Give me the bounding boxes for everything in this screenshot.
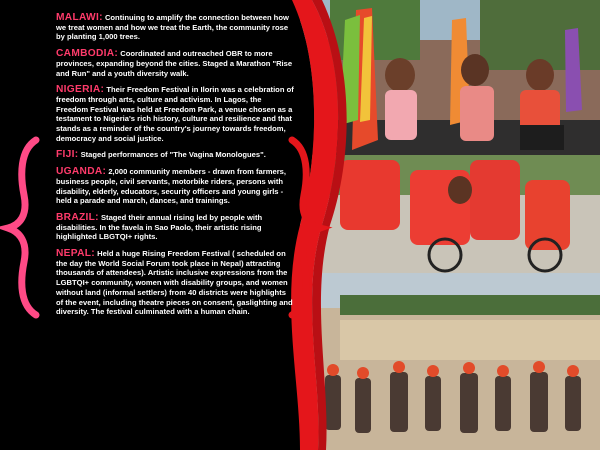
entry-nepal <box>56 249 294 317</box>
entry-fiji <box>56 150 294 160</box>
country-heading: BRAZIL: <box>56 211 99 223</box>
country-heading: NEPAL: <box>56 248 95 260</box>
entry-cambodia <box>56 49 294 78</box>
entry-text: Staged performances of "The Vagina Monologues". <box>80 150 266 160</box>
country-heading: UGANDA: <box>56 166 107 178</box>
country-activities-list <box>56 13 294 324</box>
entry-text: Held a huge Rising Freedom Festival ( scheduled on the day the World Social Forum took place in Nepal) attracting thousands of attendees). Artistic inclusive expressions from the LGBTQI+ community, women with disability groups, and women without land (informal settlers) from 40 districts were highlights of the event, including theatre pieces on consent, gaslighting and diversity. The festival culminated with a human chain. <box>56 249 293 317</box>
entry-text: Staged their annual rising led by people with disabilities. In the favela in Sao Paolo, their artistic rising highlighted LBGTQI+ rights. <box>56 212 263 242</box>
photo-crowd-human-chain <box>300 273 600 450</box>
photo-parade-wheelchair-users <box>300 155 600 273</box>
entry-nigeria <box>56 85 294 143</box>
country-heading: CAMBODIA: <box>56 48 119 60</box>
entry-brazil <box>56 213 294 242</box>
entry-text: Continuing to amplify the connection between how we treat women and how we treat the Earth, the community rose by planting 1,000 trees. <box>56 13 289 42</box>
entry-text: 2,000 community members - drawn from farmers, business people, civil servants, motorbike riders, persons with disability, elderly, educators, security officers and young girls - held a parade and march, dances, and trainings. <box>56 167 286 206</box>
entry-uganda <box>56 167 294 206</box>
entry-text: Coordinated and outreached OBR to more provinces, expanding beyond the cities. Staged a Marathon "Rise and Run" and a youth diversity walk. <box>56 49 293 78</box>
entry-text: Their Freedom Festival in Ilorin was a celebration of freedom through arts, culture and activism. In Lagos, the Freedom Festival was held at Freedom Park, a venue chosen as a testament to Nigeria's rich history, culture and resilience and that stands as a reminder of the country's journey towards freedom, democracy and social justice. <box>56 85 294 143</box>
country-heading: MALAWI: <box>56 12 103 23</box>
entry-malawi <box>56 13 294 42</box>
country-heading: NIGERIA: <box>56 84 105 96</box>
country-heading: FIJI: <box>56 149 79 161</box>
